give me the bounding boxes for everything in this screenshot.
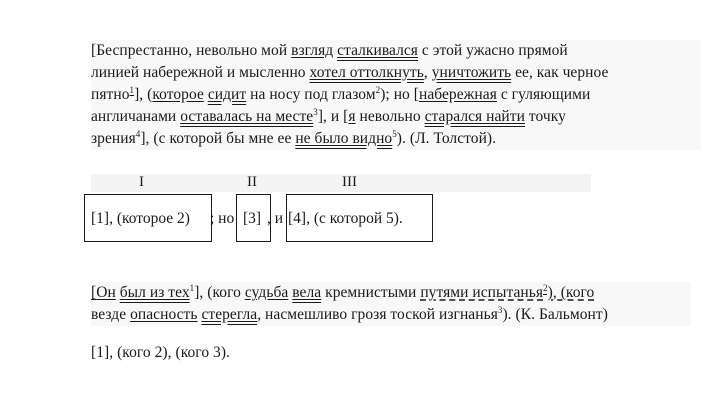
text-fragment: , — [423, 64, 432, 81]
text-fragment: [Беспрестанно, невольно мой — [91, 42, 292, 59]
predicate: сидит — [207, 86, 247, 103]
predicate: хотел оттолкнуть — [309, 64, 424, 81]
example-sentence-tolstoy — [91, 40, 701, 150]
text-fragment: [ — [91, 284, 97, 301]
text-line — [91, 84, 701, 106]
predicate: старался найти — [424, 108, 525, 125]
text-fragment: ), (кого — [547, 284, 595, 301]
text-fragment: с гуляющими — [496, 86, 591, 103]
text-fragment: англичанами — [91, 108, 181, 125]
text-fragment: ], и [ — [317, 108, 349, 125]
text-line — [91, 40, 701, 62]
text-fragment: невольно — [355, 108, 425, 125]
clause-index: 3 — [313, 106, 318, 117]
text-line — [91, 128, 701, 150]
text-fragment: ); но [ — [380, 86, 419, 103]
text-fragment: кремнистыми — [321, 284, 421, 301]
sentence-part-numbers — [91, 174, 591, 192]
text-fragment: линией набережной и мысленно — [91, 64, 310, 81]
predicate: уничтожить — [431, 64, 512, 81]
subject: взгляд — [291, 42, 334, 59]
scheme-text: [1], (кого 2), (кого 3). — [91, 344, 230, 361]
text-fragment: ). (Л. Толстой). — [396, 130, 497, 147]
clause-index: 1 — [189, 282, 195, 293]
text-fragment: точку — [524, 108, 566, 125]
scheme-separator: ; но — [210, 210, 235, 227]
subject: Он — [96, 284, 116, 301]
subject: опасность — [130, 306, 198, 323]
text-fragment: с этой ужасно прямой — [417, 42, 568, 59]
text-line — [91, 304, 691, 326]
text-fragment: ). (К. Бальмонт) — [502, 306, 608, 323]
predicate: стерегла — [201, 306, 258, 323]
text-fragment: , насмешливо грозя тоской изгнанья — [257, 306, 498, 323]
clause-index: 3 — [497, 304, 503, 315]
clause-index: 2 — [375, 84, 381, 95]
predicate: не было видно — [295, 130, 393, 147]
text-fragment: ], (с которой бы мне ее — [140, 130, 296, 147]
subject: судьба — [244, 284, 289, 301]
predicate: был из тех — [119, 284, 190, 301]
text-fragment: на носу под глазом — [246, 86, 376, 103]
scheme-part-1: [1], (которое 2) — [91, 210, 190, 227]
text-line — [91, 106, 701, 128]
adverbial: путями испытанья — [420, 284, 544, 301]
part-number-3: III — [342, 174, 357, 190]
text-line — [91, 282, 691, 304]
clause-index: 5 — [392, 128, 397, 139]
predicate: сталкивался — [337, 42, 418, 59]
text-fragment: зрения — [91, 130, 136, 147]
subject: я — [348, 108, 356, 125]
scheme-part-3: [4], (с которой 5). — [288, 210, 403, 227]
clause-index: 4 — [135, 128, 141, 139]
example-sentence-balmont — [91, 282, 691, 326]
subject: которое — [152, 86, 204, 103]
text-fragment: пятно — [91, 86, 130, 103]
clause-index: 1 — [129, 84, 135, 95]
clause-index: 2 — [543, 282, 548, 293]
part-number-1: I — [139, 174, 144, 190]
part-number-2: II — [247, 174, 257, 190]
predicate: вела — [292, 284, 322, 301]
scheme-separator: , и — [267, 210, 284, 227]
subject: набережная — [419, 86, 497, 103]
scheme-balmont — [91, 342, 701, 364]
text-fragment: ], ( — [134, 86, 153, 103]
text-line — [91, 62, 701, 84]
text-fragment: ], (кого — [194, 284, 245, 301]
predicate: оставалась на месте — [180, 108, 314, 125]
text-fragment: ее, как черное — [511, 64, 609, 81]
text-fragment: везде — [91, 306, 131, 323]
scheme-part-2: [3] — [243, 210, 262, 227]
